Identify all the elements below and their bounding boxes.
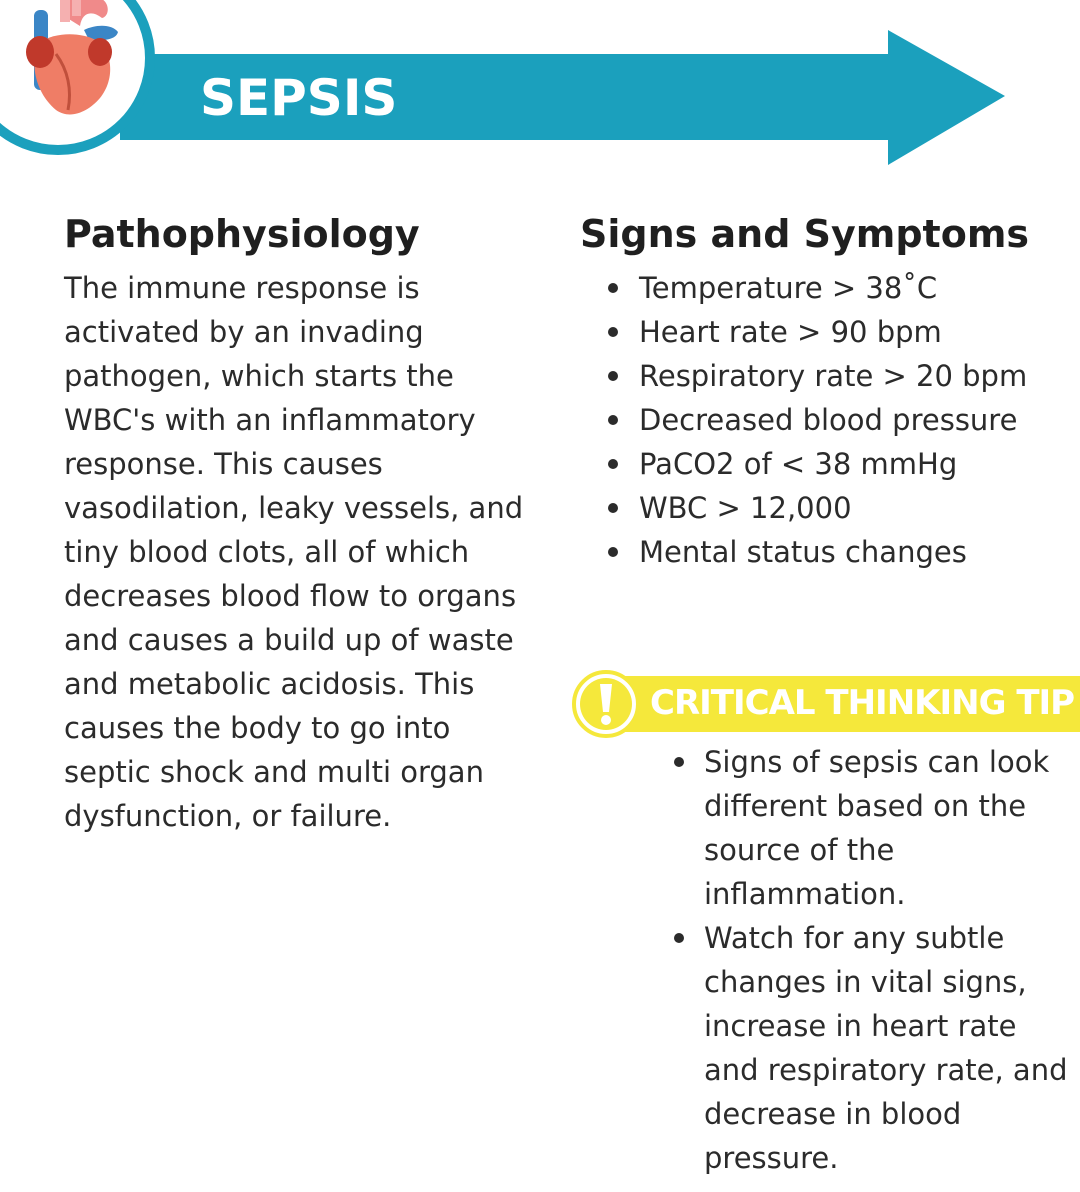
bullet-icon — [608, 503, 618, 513]
bullet-icon — [674, 757, 684, 767]
pathophysiology-heading: Pathophysiology — [64, 212, 420, 256]
signs-list — [604, 266, 1027, 574]
page-title: SEPSIS — [200, 69, 398, 127]
list-item-text: Decreased blood pressure — [639, 403, 1018, 437]
list-item — [604, 266, 1027, 310]
tip-title: CRITICAL THINKING TIP — [650, 683, 1075, 723]
pathophysiology-text: The immune response is activated by an invading pathogen, which starts the WBC's with an inflammatory response. This causes vasodilation, leaky vessels, and tiny blood clots, all of which decreases blood flow to organs and causes a build up of waste and metabolic acidosis. This causes the body to go into septic shock and multi organ dysfunction, or failure. — [64, 271, 524, 833]
list-item-text: Watch for any subtle changes in vital signs, increase in heart rate and respiratory rate, and decrease in blood pressure. — [704, 921, 1068, 1175]
list-item — [604, 354, 1027, 398]
arrow-banner-shape — [0, 0, 1080, 190]
list-item-text: Heart rate > 90 bpm — [639, 315, 942, 349]
heart-icon — [0, 0, 156, 156]
bullet-icon — [608, 415, 618, 425]
list-item-text: Signs of sepsis can look different based on the source of the inflammation. — [704, 745, 1050, 911]
critical-thinking-banner — [572, 668, 1080, 740]
list-item — [670, 740, 1070, 916]
bullet-icon — [608, 547, 618, 557]
list-item — [604, 486, 1027, 530]
signs-heading: Signs and Symptoms — [580, 212, 1030, 256]
bullet-icon — [608, 459, 618, 469]
bullet-icon — [674, 933, 684, 943]
list-item — [604, 310, 1027, 354]
list-item-text: PaCO2 of < 38 mmHg — [639, 447, 958, 481]
list-item — [604, 442, 1027, 486]
list-item — [670, 916, 1070, 1180]
list-item-text: WBC > 12,000 — [639, 491, 852, 525]
list-item — [604, 530, 1027, 574]
list-item-text: Respiratory rate > 20 bpm — [639, 359, 1028, 393]
list-item — [604, 398, 1027, 442]
bullet-icon — [608, 283, 618, 293]
tip-list — [670, 740, 1070, 1180]
list-item-text: Mental status changes — [639, 535, 967, 569]
title-banner — [0, 0, 1080, 190]
bullet-icon — [608, 327, 618, 337]
bullet-icon — [608, 371, 618, 381]
list-item-text: Temperature > 38˚C — [639, 271, 938, 305]
